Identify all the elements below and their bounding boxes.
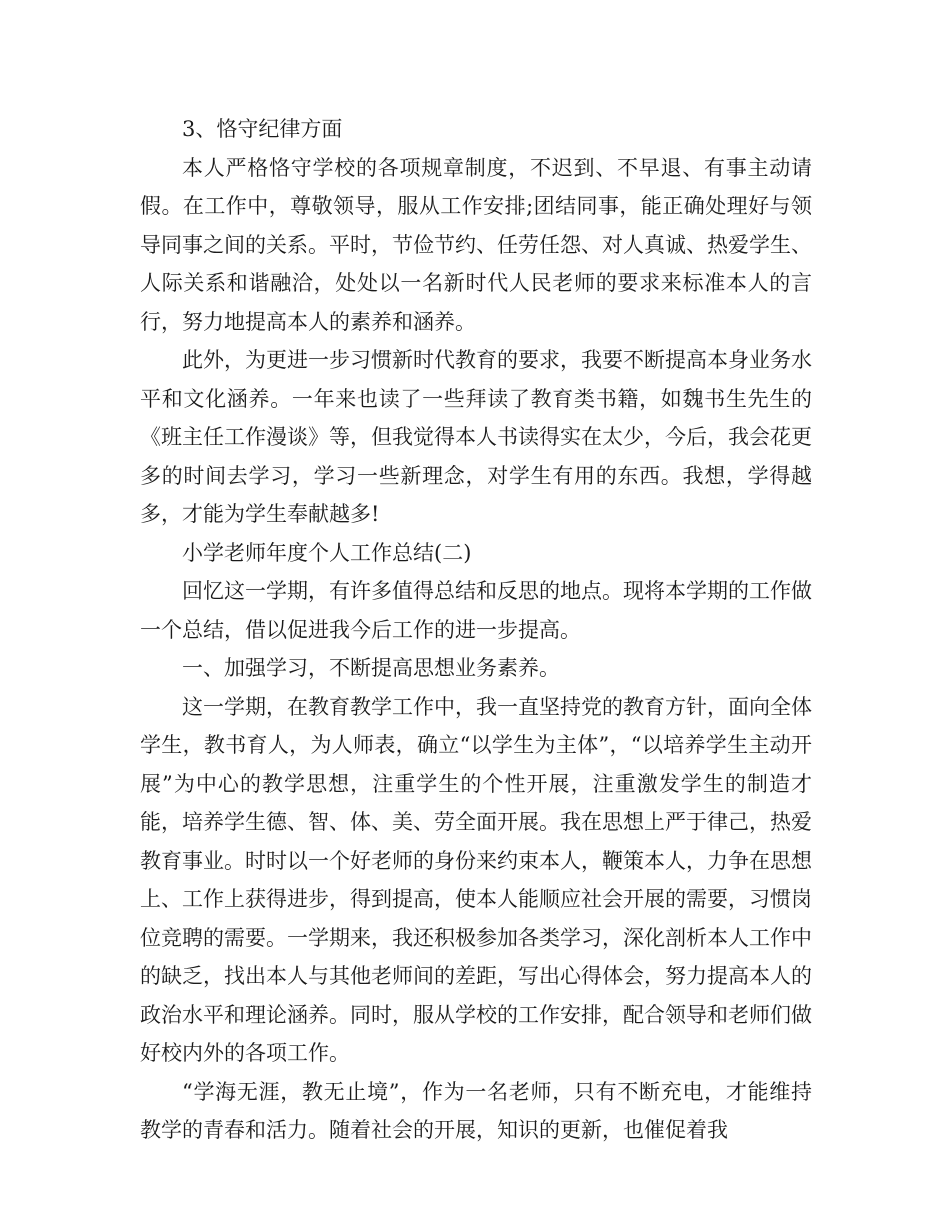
- paragraph: 这一学期，在教育教学工作中，我一直坚持党的教育方针，面向全体学生，教书育人，为人师表，确立“以学生为主体”，“以培养学生主动开展”为中心的教学思想，注重学生的个性开展，注重激发学生的制造才能，培养学生德、智、体、美、劳全面开展。我在思想上严于律己，热爱教育事业。时时以一个好老师的身份来约束本人，鞭策本人，力争在思想上、工作上获得进步，得到提高，使本人能顺应社会开展的需要，习惯岗位竞聘的需要。一学期来，我还积极参加各类学习，深化剖析本人工作中的缺乏，找出本人与其他老师间的差距，写出心得体会，努力提高本人的政治水平和理论涵养。同时，服从学校的工作安排，配合领导和老师们做好校内外的各项工作。: [140, 694, 812, 1065]
- section-heading-study: 一、加强学习，不断提高思想业务素养。: [182, 656, 560, 680]
- paragraph: 本人严格恪守学校的各项规章制度，不迟到、不早退、有事主动请假。在工作中，尊敬领导，服从工作安排;团结同事，能正确处理好与领导同事之间的关系。平时，节俭节约、任劳任怨、对人真诚、热爱学生、人际关系和谐融洽，处处以一名新时代人民老师的要求来标准本人的言行，努力地提高本人的素养和涵养。: [140, 155, 812, 334]
- paragraph: 此外，为更进一步习惯新时代教育的要求，我要不断提高本身业务水平和文化涵养。一年来也读了一些拜读了教育类书籍，如魏书生先生的《班主任工作漫谈》等，但我觉得本人书读得实在太少，今后，我会花更多的时间去学习，学习一些新理念，对学生有用的东西。我想，学得越多，才能为学生奉献越多!: [140, 348, 812, 526]
- paragraph: “学海无涯，教无止境”，作为一名老师，只有不断充电，才能维持教学的青春和活力。随着社会的开展，知识的更新，也催促着我: [140, 1079, 812, 1142]
- document-page: [140, 110, 812, 1150]
- paragraph: 回忆这一学期，有许多值得总结和反思的地点。现将本学期的工作做一个总结，借以促进我今后工作的进一步提高。: [140, 579, 812, 642]
- document-subtitle: 小学老师年度个人工作总结(二): [182, 540, 472, 565]
- section-heading-discipline: 3、恪守纪律方面: [182, 117, 343, 141]
